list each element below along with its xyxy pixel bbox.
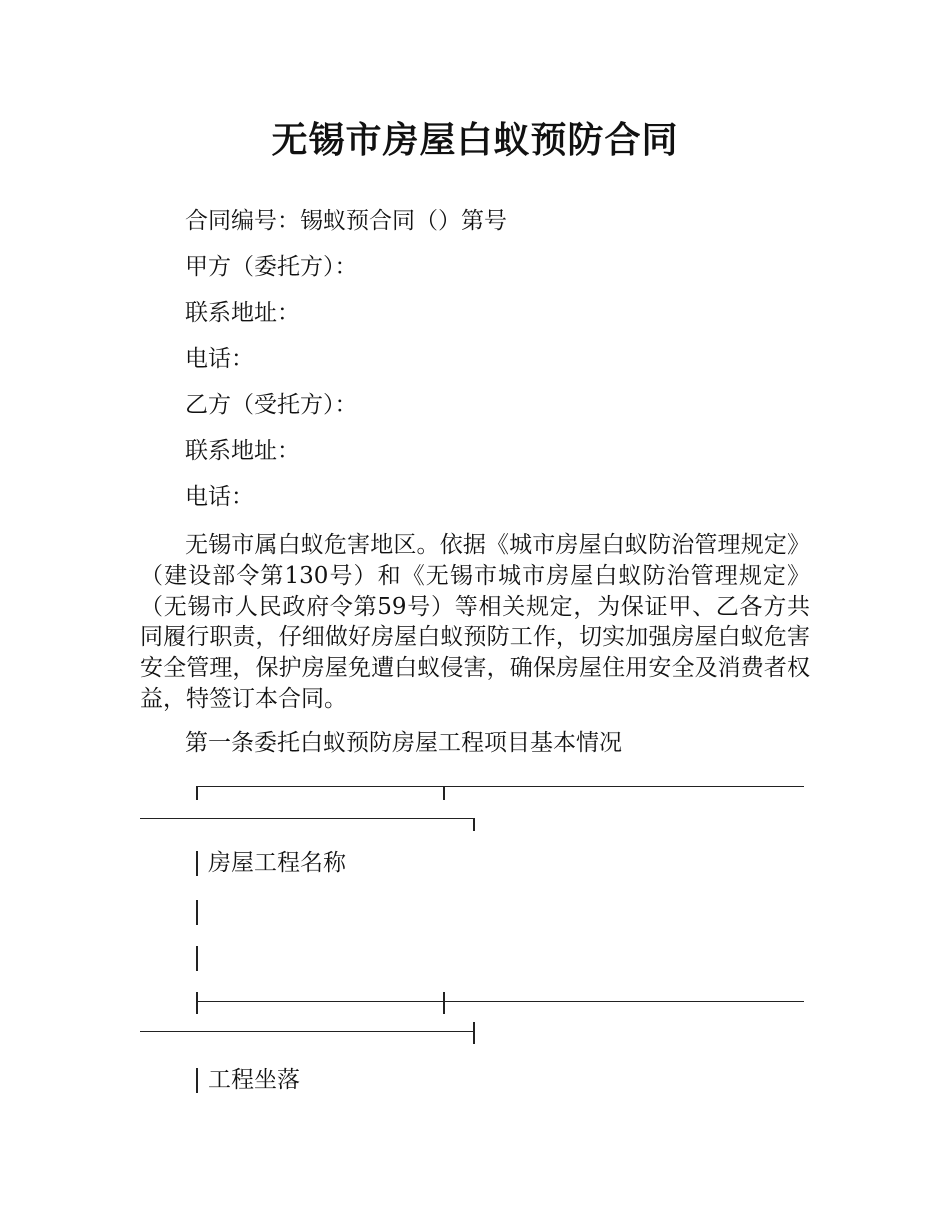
intro-paragraph: 无锡市属白蚁危害地区。依据《城市房屋白蚁防治管理规定》（建设部令第130号）和《无锡市城市房屋白蚁防治管理规定》（无锡市人民政府令第59号）等相关规定，为保证甲、乙各方共同履行职责，仔细做好房屋白蚁预防工作，切实加强房屋白蚁危害安全管理，保护房屋免遭白蚁侵害，确保房屋住用安全及消费者权益，特签订本合同。: [140, 532, 810, 712]
contract-number: 合同编号：锡蚁预合同（）第号: [185, 208, 507, 234]
table-left-border: [196, 851, 198, 876]
party-b-label: 乙方（受托方）：: [185, 392, 358, 418]
party-b-address-label: 联系地址：: [185, 438, 300, 464]
document-title: 无锡市房屋白蚁预防合同: [271, 120, 679, 161]
table-label-project-location: 工程坐落: [208, 1067, 300, 1093]
party-b-phone-label: 电话：: [185, 484, 254, 510]
party-a-label: 甲方（委托方）：: [185, 254, 358, 280]
table-label-project-name: 房屋工程名称: [208, 850, 346, 876]
article-1-heading: 第一条委托白蚁预防房屋工程项目基本情况: [185, 730, 622, 756]
party-a-address-label: 联系地址：: [185, 300, 300, 326]
table-left-border: [196, 1068, 198, 1093]
table-left-border: [196, 900, 198, 925]
table-left-border: [196, 946, 198, 971]
party-a-phone-label: 电话：: [185, 346, 254, 372]
